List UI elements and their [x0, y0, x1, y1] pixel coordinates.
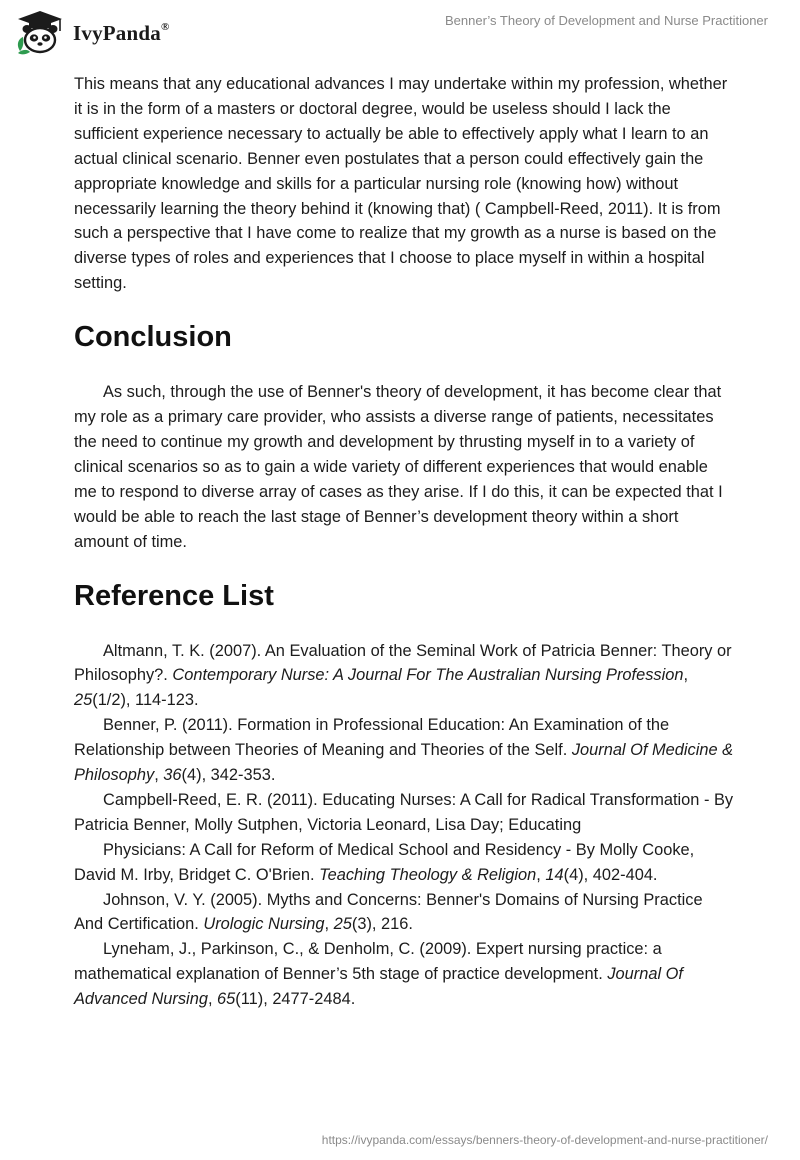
reference-item: Johnson, V. Y. (2005). Myths and Concerns: Benner's Domains of Nursing Practice And Certification. Urologic Nursing, 25(3), 216. [74, 890, 703, 934]
reference-item: Benner, P. (2011). Formation in Professional Education: An Examination of the Relationship between Theories of Meaning and Theories of the Self. Journal Of Medicine & Philosophy, 36(4), 342-353. [74, 716, 734, 785]
reference-list [74, 639, 734, 1013]
panda-graduation-icon [14, 9, 66, 55]
brand-name: IvyPanda® [73, 20, 170, 45]
conclusion-heading: Conclusion [74, 321, 232, 354]
reference-item: Physicians: A Call for Reform of Medical School and Residency - By Molly Cooke, David M. Irby, Bridget C. O'Brien. Teaching Theology & Religion, 14(4), 402-404. [74, 840, 695, 884]
essay-content [74, 72, 734, 1012]
ivypanda-logo[interactable] [14, 9, 169, 55]
intro-paragraph: This means that any educational advances I may undertake within my profession, whether it is in the form of a masters or doctoral degree, would be useless should I lack the sufficient experience necessary to actually be able to effectively apply what I learn to an actual clinical scenario. Benner even postulates that a person could effectively gain the appropriate knowledge and skills for a particular nursing role (knowing how) without necessarily learning the theory behind it (knowing that) ( Campbell-Reed, 2011). It is from such a perspective that I have come to realize that my growth as a nurse is based on the diverse types of roles and experiences that I choose to place myself in within a hospital setting. [74, 75, 728, 293]
document-title: Benner’s Theory of Development and Nurse Practitioner [444, 13, 768, 28]
reference-list-heading: Reference List [74, 579, 274, 612]
source-url-link[interactable]: https://ivypanda.com/essays/benners-theory-of-development-and-nurse-practitioner/ [321, 1133, 768, 1147]
conclusion-paragraph: As such, through the use of Benner's theory of development, it has become clear that my role as a primary care provider, who assists a diverse range of patients, necessitates the need to continue my growth and development by thrusting myself in to a variety of clinical scenarios so as to gain a wide variety of different experiences that would enable me to respond to diverse array of cases as they arise. If I do this, it can be expected that I would be able to reach the last stage of Benner’s development theory within a short amount of time. [74, 383, 723, 551]
reference-item: Campbell-Reed, E. R. (2011). Educating Nurses: A Call for Radical Transformation - By Patricia Benner, Molly Sutphen, Victoria Leonard, Lisa Day; Educating [74, 790, 734, 834]
reference-item: Lyneham, J., Parkinson, C., & Denholm, C. (2009). Expert nursing practice: a mathematical explanation of Benner’s 5th stage of practice development. Journal Of Advanced Nursing, 65(11), 2477-2484. [74, 940, 683, 1009]
reference-item: Altmann, T. K. (2007). An Evaluation of the Seminal Work of Patricia Benner: Theory or Philosophy?. Contemporary Nurse: A Journal For The Australian Nursing Profession, 25(1/2), 114-123. [74, 641, 732, 710]
registered-mark: ® [160, 20, 170, 33]
page-header [0, 0, 800, 62]
